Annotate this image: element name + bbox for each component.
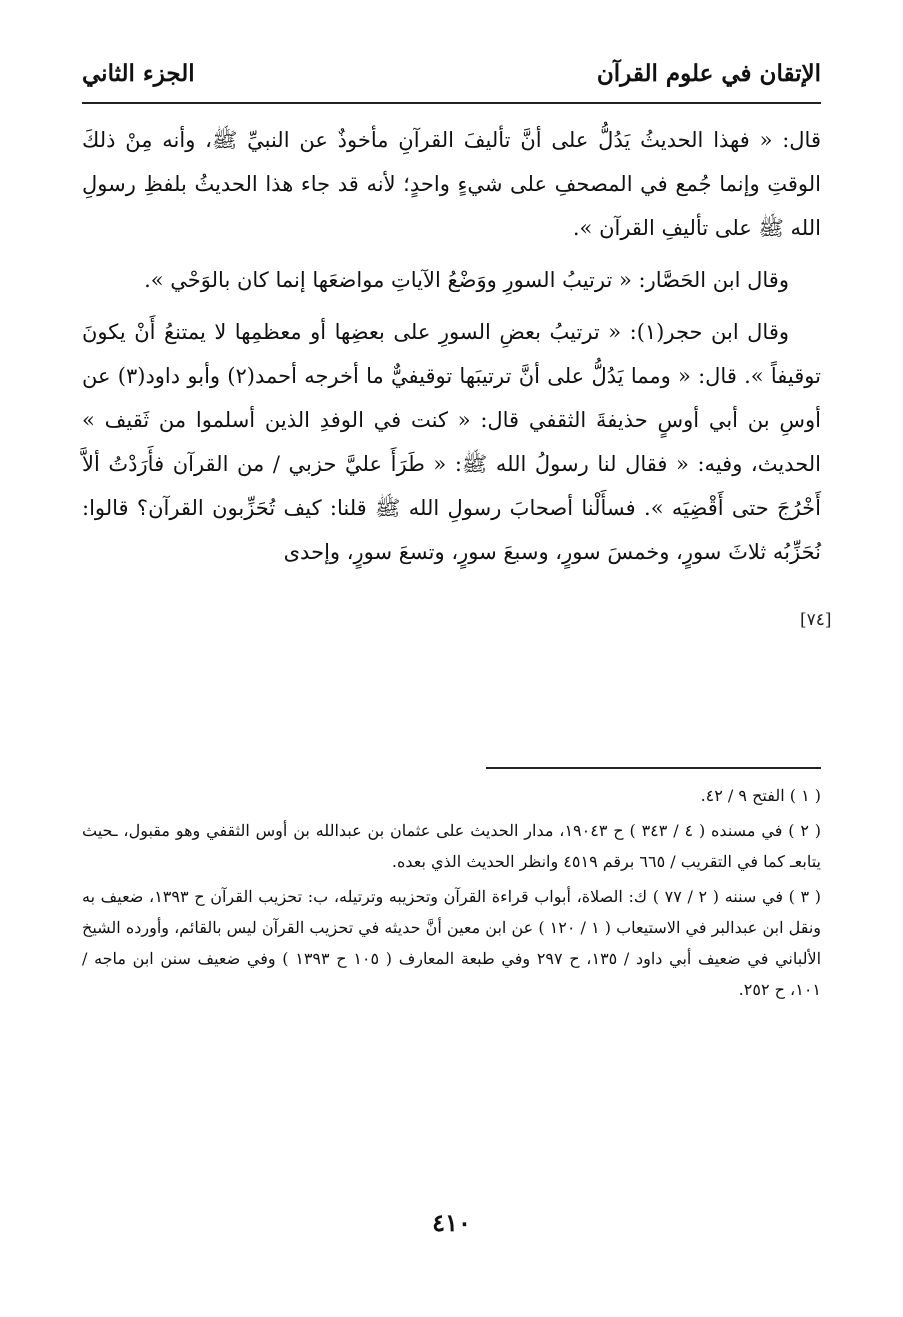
original-page-reference: [٧٤] — [800, 610, 832, 630]
book-title: الإتقان في علوم القرآن — [596, 60, 821, 87]
main-text — [82, 118, 821, 582]
footnote-number: ( ٣ ) — [788, 887, 822, 906]
footnote-number: ( ١ ) — [789, 786, 821, 805]
footnote-number: ( ٢ ) — [788, 821, 822, 840]
paragraph-1: قال: « فهذا الحديثُ يَدُلُّ على أنَّ تأليفَ القرآنِ مأخوذٌ عن النبيِّ ﷺ، وأنه مِنْ ذلكَ الوقتِ وإنما جُمع في المصحفِ على شيءٍ واحدٍ؛ لأنه قد جاء هذا الحديثُ بلفظِ رسولِ الله ﷺ على تأليفِ القرآن ». — [82, 128, 821, 240]
footnote-1 — [82, 780, 821, 811]
footnote-text: الفتح ٩ / ٤٢. — [700, 786, 785, 805]
footnote-2 — [82, 815, 821, 877]
footnote-text: في مسنده ( ٤ / ٣٤٣ ) ح ١٩٠٤٣، مدار الحديث على عثمان بن عبدالله بن أوس الثقفي وهو مقبول، ـحيث يتابعـ كما في التقريب / ٦٦٥ برقم ٤٥١٩ وانظر الحديث الذي بعده. — [82, 821, 821, 871]
part-title: الجزء الثاني — [82, 60, 195, 87]
footnotes — [82, 780, 821, 1009]
page-number: ٤١٠ — [432, 1208, 471, 1237]
paragraph-2: وقال ابن الحَصَّار: « ترتيبُ السورِ ووَضْعُ الآياتِ مواضعَها إنما كان بالوَحْي ». — [144, 268, 789, 292]
footnote-3 — [82, 881, 821, 1005]
footnote-separator — [486, 767, 821, 769]
running-header — [82, 52, 821, 104]
paragraph-3: وقال ابن حجر(١): « ترتيبُ بعضِ السورِ على بعضِها أو معظمِها لا يمتنعُ أَنْ يكونَ توقيفاً ». قال: « ومما يَدُلُّ على أنَّ ترتيبَها توقيفيٌّ ما أخرجه أحمد(٢) وأبو داود(٣) عن أوسِ بن أبي أوسٍ حذيفةَ الثقفي قال: « كنت في الوفدِ الذين أسلموا من ثَقيف » الحديث، وفيه: « فقال لنا رسولُ الله ﷺ: « طَرَأَ عليَّ حزبي / من القرآن فأَرَدْتُ ألاَّ أَخْرُجَ حتى أَقْضِيَه ». فسأَلْنا أصحابَ رسولِ الله ﷺ قلنا: كيف تُحَزِّبون القرآن؟ قالوا: نُحَزِّبُه ثلاثَ سورٍ، وخمسَ سورٍ، وسبعَ سورٍ، وتسعَ سورٍ، وإحدى — [82, 320, 821, 564]
footnote-text: في سننه ( ٢ / ٧٧ ) ك: الصلاة، أبواب قراءة القرآن وتحزيبه وترتيله، ب: تحزيب القرآن ح ١٣٩٣، ضعيف به ونقل ابن عبدالبر في الاستيعاب ( ١ / ١٢٠ ) عن ابن معين أنَّ حديثه في تحزيب القرآن ليس بالقائم، وأورده الشيخ الألباني في ضعيف أبي داود / ١٣٥، ح ٢٩٧ وفي طبعة المعارف ( ١٠٥ ح ١٣٩٣ ) وفي ضعيف سنن ابن ماجه / ١٠١، ح ٢٥٢. — [82, 887, 822, 999]
